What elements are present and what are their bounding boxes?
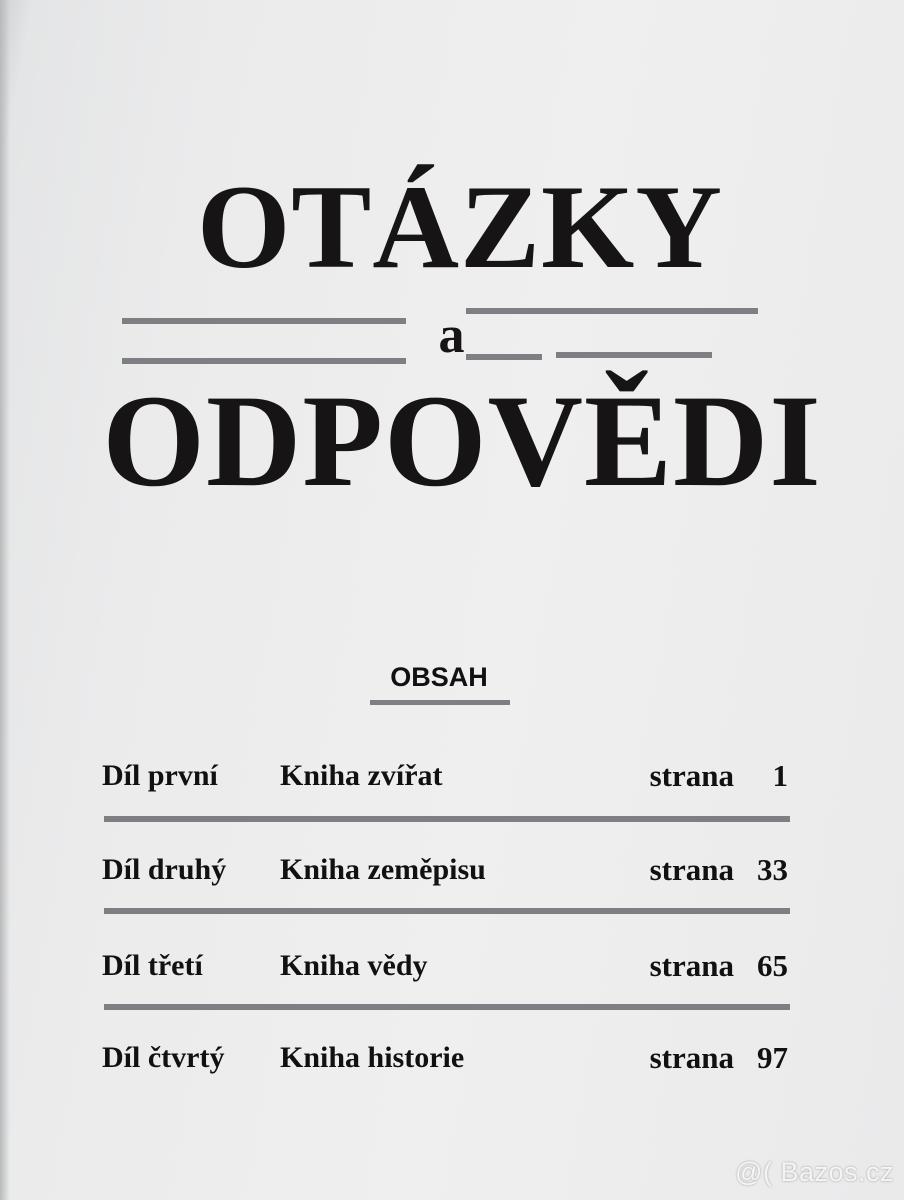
toc-page-ref <box>650 848 788 892</box>
title-rule-bottom-left <box>122 358 406 364</box>
toc-page-number: 1 <box>772 758 788 793</box>
toc-row <box>0 848 904 892</box>
toc-page-label: strana <box>649 852 734 887</box>
site-watermark: @( Bazos.cz <box>735 1157 894 1187</box>
toc-page-label: strana <box>649 1040 734 1075</box>
toc-divider <box>104 816 790 822</box>
title-rule-bottom-right <box>466 354 542 360</box>
toc-page-ref <box>650 1036 788 1080</box>
toc-book-title: Kniha zeměpisu <box>280 853 486 886</box>
toc-book-title: Kniha historie <box>280 1041 465 1074</box>
toc-page-ref <box>650 944 788 988</box>
toc-part-label: Díl čtvrtý <box>102 1041 225 1074</box>
toc-page-number: 97 <box>757 1040 788 1075</box>
toc-book-title: Kniha zvířat <box>280 759 443 792</box>
toc-part-label: Díl třetí <box>102 949 203 982</box>
toc-part-label: Díl druhý <box>102 853 227 886</box>
contents-heading-underline <box>370 700 510 705</box>
toc-page-label: strana <box>649 758 734 793</box>
title-line-odpovedi: ODPOVĚDI <box>102 367 822 514</box>
toc-divider <box>104 908 790 914</box>
toc-page-label: strana <box>649 948 734 983</box>
contents-heading: OBSAH <box>390 662 488 692</box>
toc-page-number: 65 <box>757 948 788 983</box>
title-line-otazky: OTÁZKY <box>196 160 724 293</box>
toc-part-label: Díl první <box>102 759 218 792</box>
toc-book-title: Kniha vědy <box>280 949 428 982</box>
toc-divider <box>104 1004 790 1010</box>
toc-row <box>0 944 904 988</box>
title-line-a: a <box>438 307 466 364</box>
toc-page-number: 33 <box>757 852 788 887</box>
toc-page-ref <box>650 754 788 798</box>
toc-row <box>0 754 904 798</box>
title-rule-bottom-right-2 <box>556 352 712 358</box>
toc-row <box>0 1036 904 1080</box>
